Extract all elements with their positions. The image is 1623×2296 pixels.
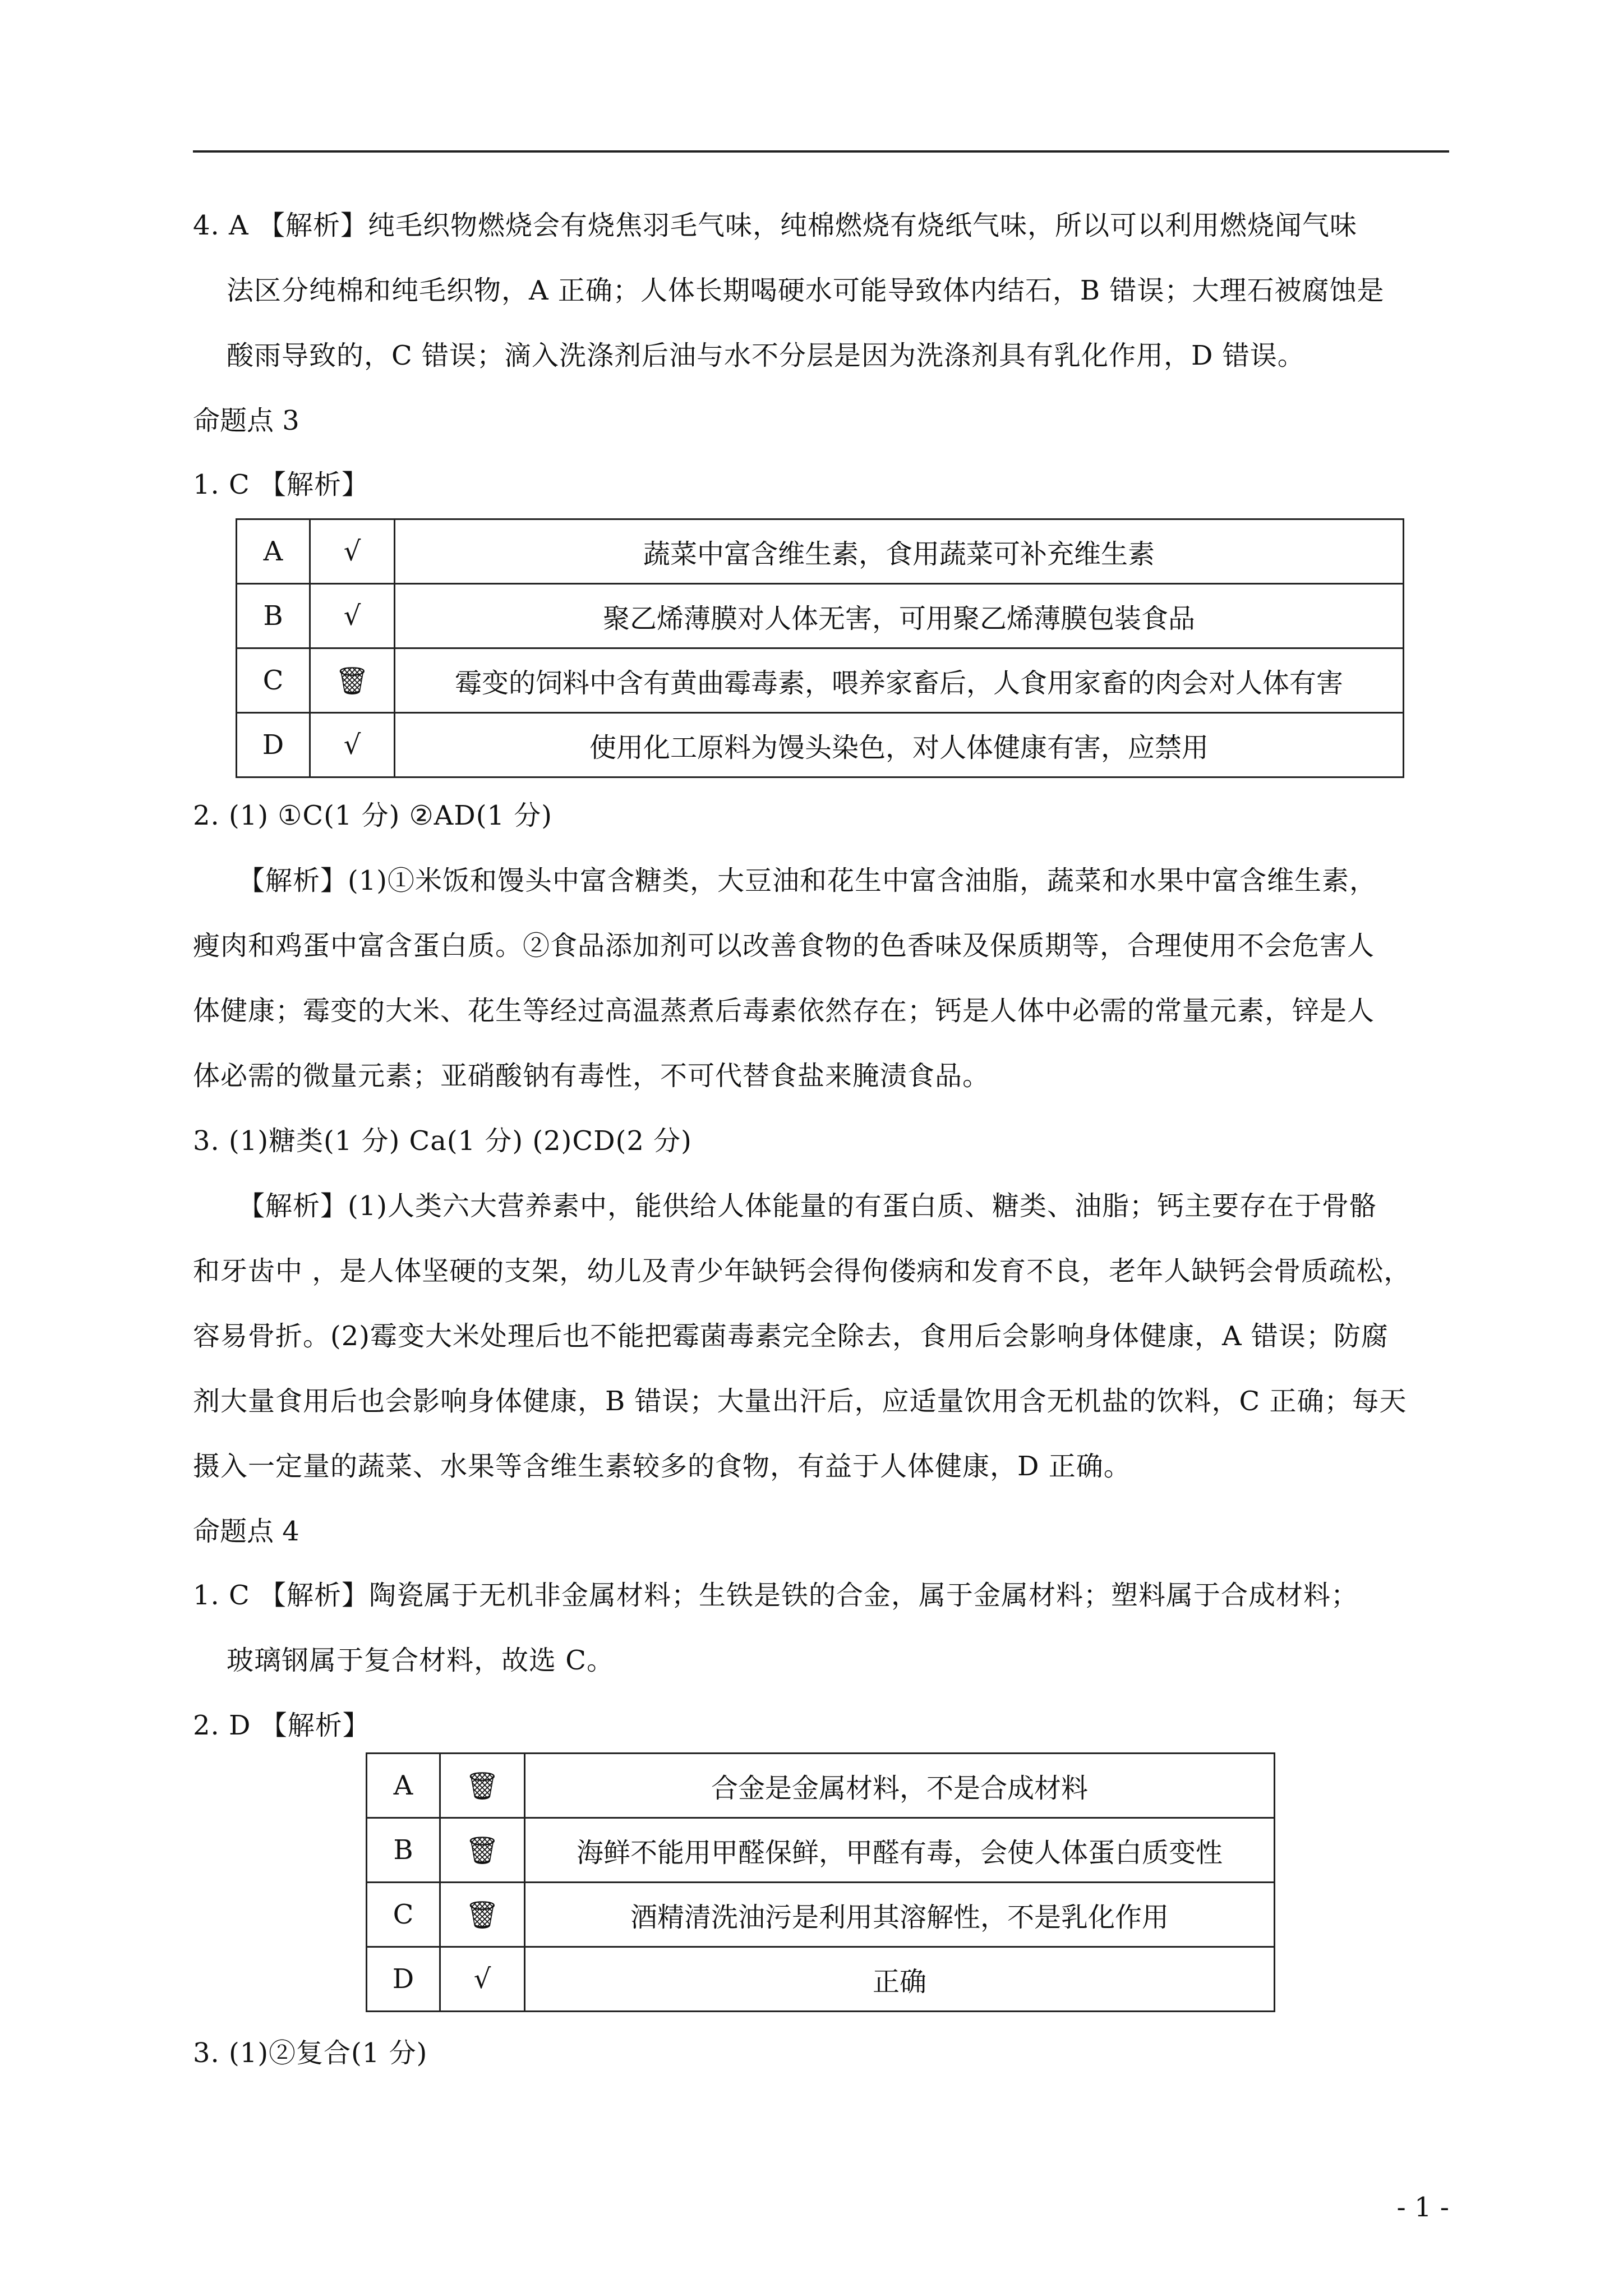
option-cell: D — [367, 1947, 440, 2012]
judgement-mark: √ — [440, 1947, 525, 2012]
table-row — [237, 648, 1404, 713]
s4-q3-answer: 3. (1)②复合(1 分) — [193, 2037, 428, 2069]
option-cell: C — [237, 648, 310, 713]
q4-line-3: 酸雨导致的，C 错误；滴入洗涤剂后油与水不分层是因为洗涤剂具有乳化作用，D 错误。 — [227, 340, 1305, 371]
judgement-mark: √ — [310, 519, 395, 584]
analysis-table-1 — [236, 518, 1404, 778]
judgement-mark: √ — [310, 713, 395, 777]
explanation-cell: 正确 — [525, 1947, 1275, 2012]
s3-q3-line-4: 剂大量食用后也会影响身体健康，B 错误；大量出汗后，应适量饮用含无机盐的饮料，C 正确；每天 — [193, 1386, 1407, 1417]
q4-line-1: 4. A 【解析】纯毛织物燃烧会有烧焦羽毛气味，纯棉燃烧有烧纸气味，所以可以利用燃烧闻气味 — [193, 210, 1357, 241]
explanation-cell: 聚乙烯薄膜对人体无害，可用聚乙烯薄膜包装食品 — [395, 584, 1404, 648]
trash-icon: 🗑 — [440, 1818, 525, 1883]
table-row — [237, 519, 1404, 584]
table-row — [367, 1754, 1275, 1818]
explanation-cell: 海鲜不能用甲醛保鲜，甲醛有毒，会使人体蛋白质变性 — [525, 1818, 1275, 1883]
analysis-table-2 — [366, 1752, 1275, 2012]
s3-q3-line-2: 和牙齿中 ，是人体坚硬的支架，幼儿及青少年缺钙会得佝偻病和发育不良，老年人缺钙会骨质疏松， — [193, 1255, 1412, 1287]
s4-q1-line-2: 玻璃钢属于复合材料，故选 C。 — [227, 1645, 614, 1676]
option-cell: A — [367, 1754, 440, 1818]
judgement-mark: √ — [310, 584, 395, 648]
table-row — [237, 713, 1404, 777]
page-number: - 1 - — [1396, 2192, 1449, 2223]
table-row — [367, 1818, 1275, 1883]
trash-icon: 🗑 — [440, 1754, 525, 1818]
option-cell: C — [367, 1883, 440, 1947]
s3-q3-line-3: 容易骨折。(2)霉变大米处理后也不能把霉菌毒素完全除去，食用后会影响身体健康，A 错误；防腐 — [193, 1320, 1389, 1352]
table-row — [367, 1883, 1275, 1947]
s3-q2-answer: 2. (1) ①C(1 分) ②AD(1 分) — [193, 800, 553, 831]
s3-q3-line-1: 【解析】(1)人类六大营养素中，能供给人体能量的有蛋白质、糖类、油脂；钙主要存在于骨骼 — [238, 1190, 1377, 1222]
header-rule — [193, 150, 1449, 153]
s3-q3-answer: 3. (1)糖类(1 分) Ca(1 分) (2)CD(2 分) — [193, 1125, 692, 1157]
option-cell: A — [237, 519, 310, 584]
s3-q2-line-3: 体健康；霉变的大米、花生等经过高温蒸煮后毒素依然存在；钙是人体中必需的常量元素，锌是人 — [193, 995, 1375, 1027]
trash-icon: 🗑 — [310, 648, 395, 713]
explanation-cell: 使用化工原料为馒头染色，对人体健康有害，应禁用 — [395, 713, 1404, 777]
option-cell: D — [237, 713, 310, 777]
trash-icon: 🗑 — [440, 1883, 525, 1947]
s3-q2-line-4: 体必需的微量元素；亚硝酸钠有毒性，不可代替食盐来腌渍食品。 — [193, 1060, 990, 1092]
section-heading-3: 命题点 3 — [193, 405, 299, 436]
section-heading-4: 命题点 4 — [193, 1516, 299, 1547]
table-row — [237, 584, 1404, 648]
option-cell: B — [237, 584, 310, 648]
s3-q2-line-2: 瘦肉和鸡蛋中富含蛋白质。②食品添加剂可以改善食物的色香味及保质期等，合理使用不会危害人 — [193, 930, 1375, 961]
explanation-cell: 蔬菜中富含维生素，食用蔬菜可补充维生素 — [395, 519, 1404, 584]
explanation-cell: 霉变的饲料中含有黄曲霉毒素，喂养家畜后，人食用家畜的肉会对人体有害 — [395, 648, 1404, 713]
s3-q2-line-1: 【解析】(1)①米饭和馒头中富含糖类，大豆油和花生中富含油脂，蔬菜和水果中富含维生素， — [238, 865, 1377, 896]
table-row — [367, 1947, 1275, 2012]
option-cell: B — [367, 1818, 440, 1883]
s3-q3-line-5: 摄入一定量的蔬菜、水果等含维生素较多的食物，有益于人体健康，D 正确。 — [193, 1451, 1131, 1482]
explanation-cell: 酒精清洗油污是利用其溶解性，不是乳化作用 — [525, 1883, 1275, 1947]
s4-q2-answer: 2. D 【解析】 — [193, 1710, 370, 1741]
q4-line-2: 法区分纯棉和纯毛织物，A 正确；人体长期喝硬水可能导致体内结石，B 错误；大理石被腐蚀是 — [227, 275, 1385, 306]
explanation-cell: 合金是金属材料，不是合成材料 — [525, 1754, 1275, 1818]
s3-q1-answer: 1. C 【解析】 — [193, 469, 370, 500]
s4-q1-line-1: 1. C 【解析】陶瓷属于无机非金属材料；生铁是铁的合金，属于金属材料；塑料属于合成材料； — [193, 1580, 1359, 1611]
